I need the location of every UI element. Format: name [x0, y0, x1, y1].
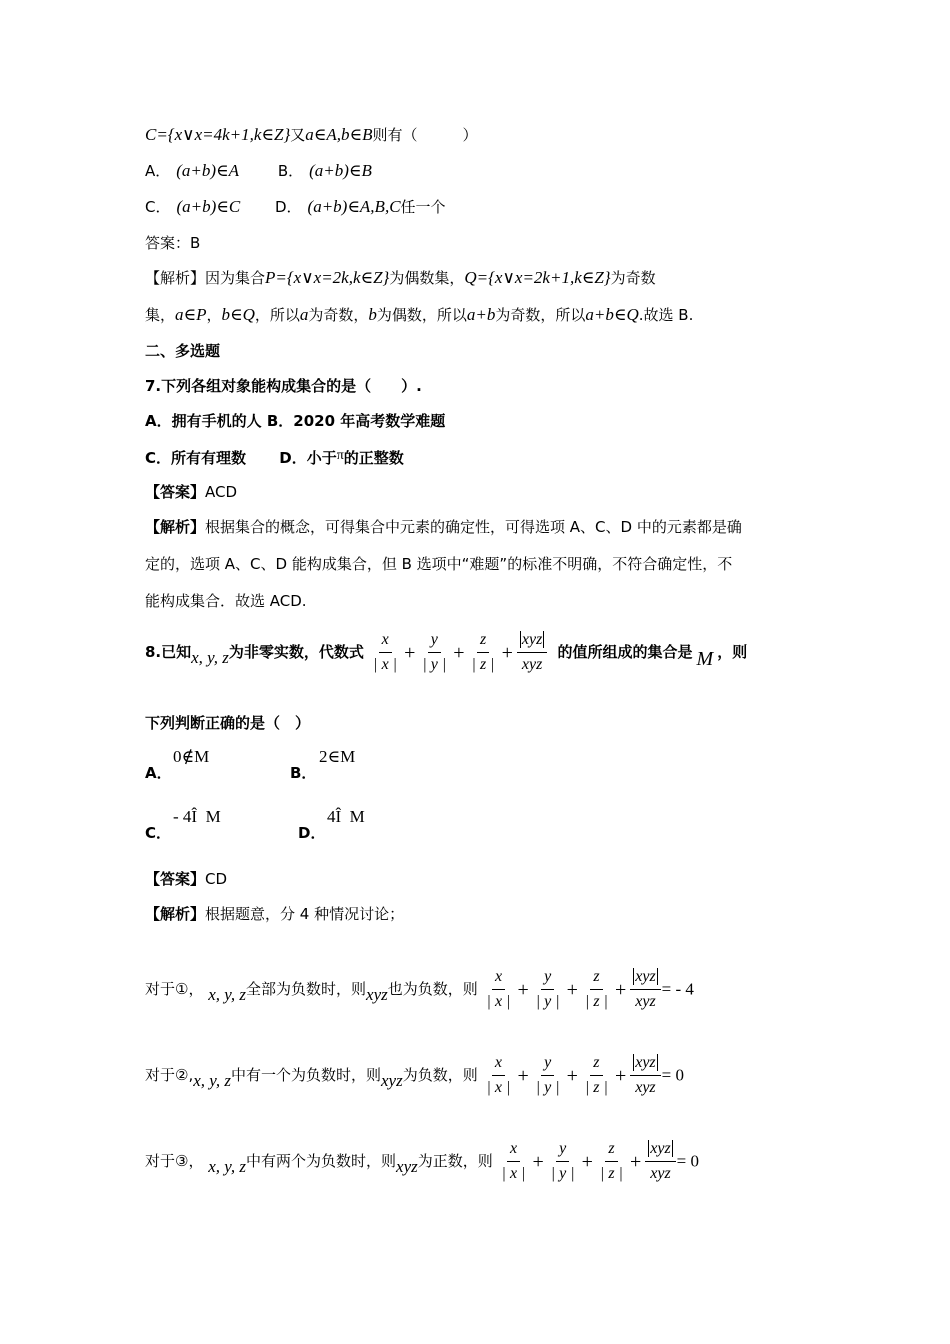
xyz-term: xyz — [396, 1157, 418, 1176]
section-title: 二、多选题 — [145, 342, 221, 360]
q8-stem-c: 的值所组成的集合是 — [557, 643, 693, 661]
case-2-text-2: 为负数，则 — [402, 1066, 478, 1084]
fraction-xyz — [630, 1053, 660, 1098]
answer-value: CD — [205, 870, 228, 888]
plus-sign: + — [566, 978, 578, 1001]
math-expression: b∈Q — [221, 305, 255, 324]
option-d-a: D．小于 — [279, 449, 337, 467]
numerator: z — [605, 1139, 617, 1162]
analysis-text: 为奇数，所以 — [495, 306, 586, 324]
plus-sign: + — [629, 1150, 642, 1173]
denominator: xyz — [650, 1165, 671, 1182]
q7-analysis-line-2: 定的，选项 A、C、D 能构成集合，但 B 选项中“难题”的标准不明确，不符合确定性，不 — [145, 555, 733, 573]
fraction-z — [582, 1053, 611, 1098]
variables: x, y, z — [208, 985, 247, 1004]
analysis-tag: 【解析】 — [145, 518, 206, 536]
case-3-text: 中有两个为负数时，则 — [246, 1152, 397, 1170]
q6-options-ab — [145, 160, 372, 182]
numerator-abs — [630, 967, 660, 990]
numerator-abs — [645, 1139, 675, 1162]
q6-set-c-line — [145, 124, 477, 146]
denominator: | x | — [373, 656, 398, 673]
q7-analysis-line-3: 能构成集合．故选 ACD. — [145, 592, 307, 610]
option-a-label: A． — [145, 764, 172, 782]
numerator: z — [590, 1053, 602, 1076]
plus-sign: + — [453, 641, 465, 664]
denominator: | x | — [501, 1165, 526, 1182]
q8-stem-line-1 — [145, 625, 747, 686]
numerator: y — [428, 630, 441, 653]
fraction-xyz — [645, 1139, 675, 1184]
q8-stem-line-2: 下列判断正确的是（ ） — [145, 714, 311, 732]
q8-stem-a: 8.已知 — [145, 643, 192, 661]
given-expression: a∈A,b∈B — [305, 125, 373, 144]
numerator: z — [590, 967, 602, 990]
analysis-text: 为偶数集， — [389, 269, 465, 287]
option-a-label: A． — [145, 162, 171, 180]
option-a-expression — [173, 746, 209, 768]
option-c-label: C． — [145, 198, 171, 216]
q8-analysis — [145, 903, 404, 925]
numerator: x — [492, 1053, 505, 1076]
denominator: | z | — [599, 1165, 623, 1182]
plus-sign: + — [614, 978, 627, 1001]
q6-options-cd — [145, 196, 446, 218]
variables: x, y, z — [208, 1157, 247, 1176]
denominator: | z | — [584, 1079, 608, 1096]
denominator: xyz — [635, 993, 656, 1010]
abs-value: xyz — [521, 631, 543, 648]
option-b-expression: (a+b)∈B — [309, 161, 372, 180]
q7-analysis-line-1 — [145, 516, 742, 538]
numerator: y — [541, 1053, 554, 1076]
case-3-line — [145, 1134, 699, 1194]
denominator: | y | — [550, 1165, 575, 1182]
abs-value: xyz — [635, 1054, 656, 1071]
plus-sign: + — [614, 1064, 627, 1087]
set-q-expression: Q={x∨x=2k+1,k∈Z} — [464, 268, 611, 287]
numerator: x — [507, 1139, 520, 1162]
option-d-label: D． — [298, 824, 326, 842]
denominator: xyz — [521, 656, 543, 673]
case-2-result: = 0 — [661, 1065, 684, 1085]
analysis-text: 集， — [145, 306, 176, 324]
case-2-label: 对于②, — [145, 1066, 194, 1084]
analysis-tag: 【解析】 — [145, 905, 206, 923]
case-1-text: 全部为负数时，则 — [246, 980, 367, 998]
denominator: | x | — [486, 993, 511, 1010]
analysis-text: 为奇数 — [610, 269, 656, 287]
case-1-text-2: 也为负数，则 — [387, 980, 478, 998]
option-b-expression — [319, 746, 355, 768]
option-c: C．所有有理数 — [145, 449, 247, 467]
option-d-b: 的正整数 — [343, 449, 404, 467]
option-c-expression: (a+b)∈C — [176, 197, 241, 216]
analysis-text: 为奇数， — [308, 306, 369, 324]
numerator-abs — [517, 630, 547, 653]
option-b-text: 2∈M — [319, 747, 356, 766]
option-c-label: C． — [145, 824, 172, 842]
fraction-x — [499, 1139, 529, 1184]
analysis-text: ，所以 — [254, 306, 300, 324]
fraction-y — [548, 1139, 578, 1184]
denominator: | y | — [535, 1079, 560, 1096]
fraction-y — [533, 967, 563, 1012]
option-d-expression: 4Î M — [327, 807, 365, 826]
answer-value: ACD — [205, 483, 238, 501]
denominator: xyz — [635, 1079, 656, 1096]
option-d-tail: 任一个 — [400, 198, 446, 216]
plus-sign: + — [566, 1064, 578, 1087]
case-3-result: = 0 — [676, 1151, 700, 1171]
case-2-line — [145, 1048, 684, 1108]
case-2-text: 中有一个为负数时，则 — [231, 1066, 382, 1084]
fraction-z — [597, 1139, 626, 1184]
option-c-expression: - 4Î M — [173, 807, 221, 826]
case-3-label: 对于③， — [145, 1152, 204, 1170]
option-b-label: B． — [290, 764, 317, 782]
fraction-x — [484, 1053, 514, 1098]
analysis-text: 根据题意，分 4 种情况讨论； — [205, 905, 405, 923]
then-phrase: 则有（ ） — [372, 126, 478, 144]
analysis-text: ， — [206, 306, 222, 324]
plus-sign: + — [501, 641, 513, 664]
analysis-text: 【解析】因为集合 — [145, 269, 266, 287]
option-a-text: 0∉M — [173, 747, 210, 766]
q7-stem: 7.下列各组对象能构成集合的是（ ）. — [145, 377, 422, 395]
q7-options-cd — [145, 445, 404, 469]
denominator: | x | — [486, 1079, 511, 1096]
numerator: x — [492, 967, 505, 990]
answer-tag: 【答案】 — [145, 483, 206, 501]
variables: x, y, z — [193, 1071, 231, 1090]
q8-answer — [145, 868, 227, 890]
set-p-expression: P={x∨x=2k,k∈Z} — [265, 268, 390, 287]
math-expression: a+b∈Q — [585, 305, 639, 324]
case-1-result: = - 4 — [661, 979, 694, 999]
denominator: | y | — [535, 993, 560, 1010]
q7-answer — [145, 481, 237, 503]
plus-sign: + — [517, 1064, 529, 1087]
numerator: x — [379, 630, 392, 653]
fraction-xyz — [630, 967, 660, 1012]
option-b-label: B． — [277, 162, 304, 180]
q7-options-ab: A．拥有手机的人 B．2020 年高考数学难题 — [145, 412, 446, 430]
answer-tag: 【答案】 — [145, 870, 206, 888]
denominator: | z | — [471, 656, 495, 673]
option-a-expression: (a+b)∈A — [176, 161, 240, 180]
fraction-y — [533, 1053, 563, 1098]
analysis-text: 根据集合的概念，可得集合中元素的确定性，可得选项 A、C、D 中的元素都是确 — [205, 518, 742, 536]
fraction-x — [370, 630, 400, 675]
fraction-y — [419, 630, 449, 675]
plus-sign: + — [517, 978, 529, 1001]
q6-analysis-line-2 — [145, 304, 693, 326]
plus-sign: + — [581, 1150, 593, 1173]
q8-stem-b: 为非零实数，代数式 — [228, 643, 364, 661]
set-c-expression: C={x∨x=4k+1,k∈Z} — [145, 125, 291, 144]
abs-value: xyz — [635, 968, 656, 985]
plus-sign: + — [404, 641, 416, 664]
fraction-z — [469, 630, 498, 675]
q8-stem-d: ，则 — [717, 643, 748, 661]
xyz-term: xyz — [381, 1071, 403, 1090]
math-expression: b — [368, 305, 377, 324]
variables: x, y, z — [191, 648, 229, 667]
plus-sign: + — [532, 1150, 544, 1173]
q6-answer: 答案：B — [145, 234, 201, 252]
option-d-expression: (a+b)∈A,B,C — [307, 197, 401, 216]
q6-analysis-line-1 — [145, 267, 656, 289]
xyz-term: xyz — [366, 985, 388, 1004]
numerator: z — [477, 630, 489, 653]
denominator: | z | — [584, 993, 608, 1010]
math-expression: a — [299, 305, 309, 324]
analysis-text: .故选 B. — [638, 306, 694, 324]
analysis-text: 为偶数，所以 — [376, 306, 467, 324]
given-word: 又 — [290, 126, 306, 144]
numerator: y — [556, 1139, 569, 1162]
option-d-label: D． — [274, 198, 302, 216]
abs-value: xyz — [650, 1140, 671, 1157]
denominator: | y | — [422, 656, 447, 673]
case-1-label: 对于①， — [145, 980, 204, 998]
numerator: y — [541, 967, 554, 990]
case-3-text-2: 为正数，则 — [417, 1152, 493, 1170]
fraction-z — [582, 967, 611, 1012]
fraction-xyz — [517, 630, 547, 675]
set-m: M — [696, 648, 714, 670]
fraction-x — [484, 967, 514, 1012]
case-1-line — [145, 962, 694, 1022]
pi-symbol: π — [336, 448, 344, 463]
numerator-abs — [630, 1053, 660, 1076]
math-expression: a+b — [466, 305, 496, 324]
math-expression: a∈P — [175, 305, 207, 324]
